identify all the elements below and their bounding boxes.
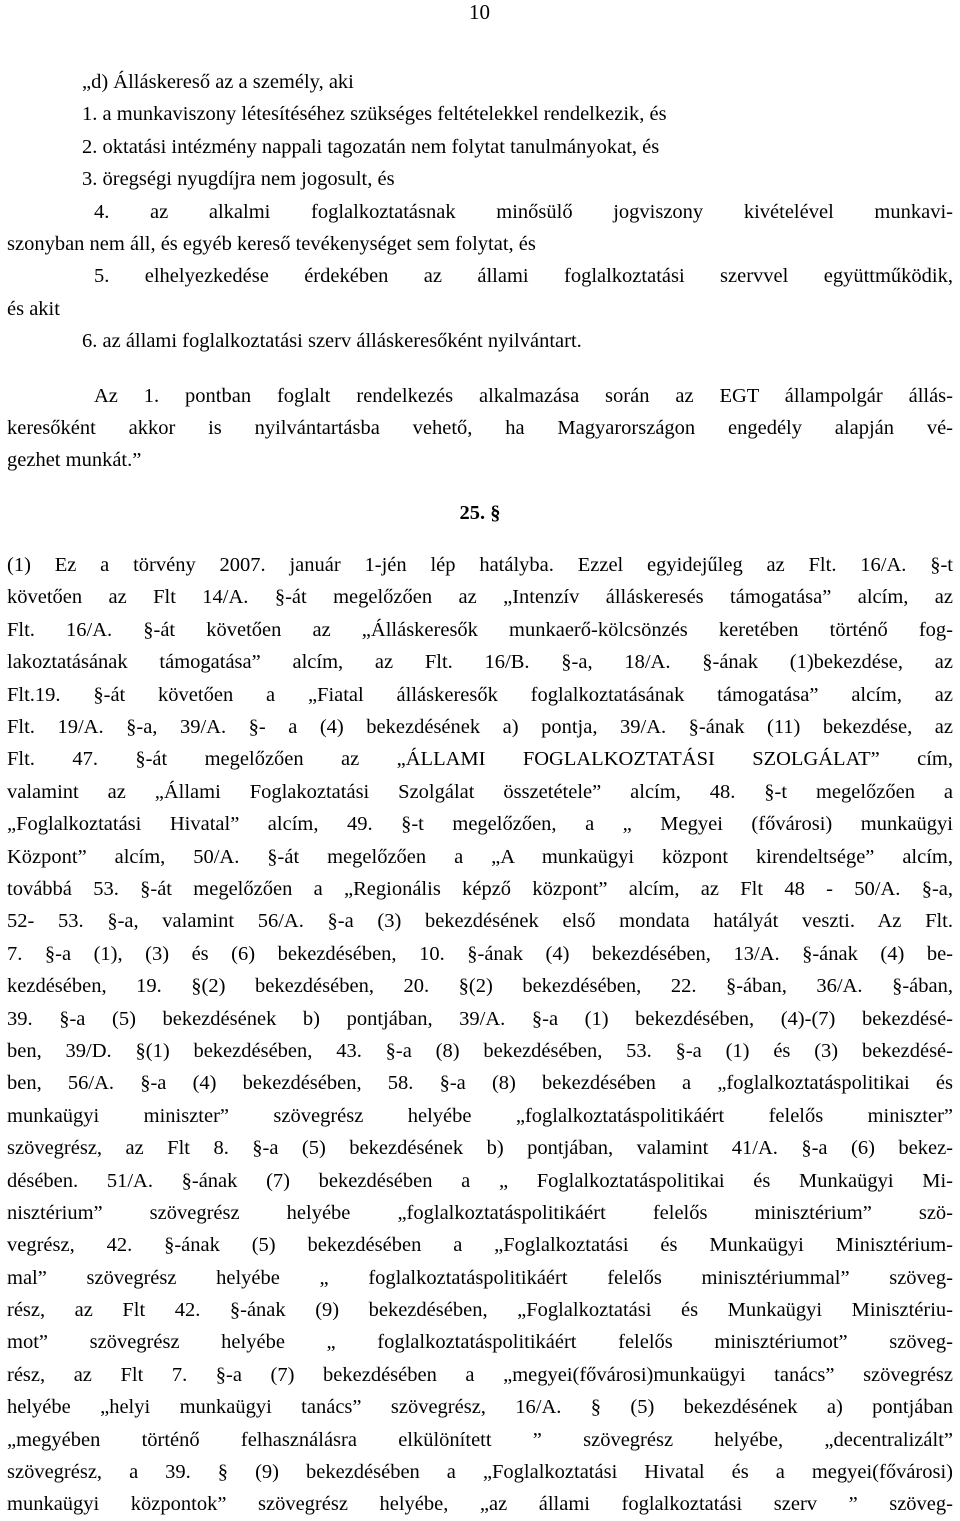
body-line: „Foglalkoztatási Hivatal” alcím, 49. §-t megelőzően, a „ Megyei (fővárosi) munkaügyi	[7, 813, 953, 836]
body-line: rész, az Flt 7. §-a (7) bekezdésében a „megyei(fővárosi)munkaügyi tanács” szövegrész	[7, 1363, 953, 1386]
body-line: valamint az „Állami Foglakoztatási Szolgálat összetétele” alcím, 48. §-t megelőzően a	[7, 780, 953, 803]
body-line: rész, az Flt 42. §-ának (9) bekezdésében, „Foglalkoztatási és Munkaügyi Minisztériu-	[7, 1299, 953, 1322]
definition-item-4-cont: szonyban nem áll, és egyéb kereső tevékenységet sem folytat, és	[7, 232, 536, 255]
body-line: szövegrész, a 39. § (9) bekezdésében a „Foglalkoztatási Hivatal és a megyei(fővárosi)	[7, 1461, 953, 1484]
body-line: munkaügyi központok” szövegrész helyébe, „az állami foglalkoztatási szerv ” szöveg-	[7, 1493, 953, 1516]
definition-item-3: 3. öregségi nyugdíjra nem jogosult, és	[82, 168, 395, 191]
paragraph-line: gezhet munkát.”	[7, 449, 142, 472]
body-line: Flt. 19/A. §-a, 39/A. §- a (4) bekezdésének a) pontja, 39/A. §-ának (11) bekezdése, az	[7, 716, 953, 739]
body-line: Flt.19. §-át követően a „Fiatal álláskeresők foglalkoztatásának támogatása” alcím, az	[7, 683, 953, 706]
body-line: ben, 39/D. §(1) bekezdésében, 43. §-a (8) bekezdésében, 53. §-a (1) és (3) bekezdésé-	[7, 1039, 953, 1062]
body-line: lakoztatásának támogatása” alcím, az Flt. 16/B. §-a, 18/A. §-ának (1)bekezdése, az	[7, 651, 953, 674]
body-line: kezdésében, 19. §(2) bekezdésében, 20. §(2) bekezdésében, 22. §-ában, 36/A. §-ában,	[7, 975, 953, 998]
body-line: 39. §-a (5) bekezdésének b) pontjában, 39/A. §-a (1) bekezdésében, (4)-(7) bekezdésé-	[7, 1007, 953, 1030]
paragraph-line: keresőként akkor is nyilvántartásba vehető, ha Magyarországon engedély alapján vé-	[7, 416, 953, 439]
page-number: 10	[469, 0, 490, 24]
body-line: Flt. 47. §-át megelőzően az „ÁLLAMI FOGLALKOZTATÁSI SZOLGÁLAT” cím,	[7, 748, 953, 771]
body-line: 52- 53. §-a, valamint 56/A. §-a (3) bekezdésének első mondata hatályát veszti. Az Flt.	[7, 910, 953, 933]
body-line: helyébe „helyi munkaügyi tanács” szövegrész, 16/A. § (5) bekezdésének a) pontjában	[7, 1396, 953, 1419]
document-body	[7, 66, 953, 1521]
body-line: mot” szövegrész helyébe „ foglalkoztatáspolitikáért felelős minisztériumot” szöveg-	[7, 1331, 953, 1354]
body-line: Központ” alcím, 50/A. §-át megelőzően a „A munkaügyi központ kirendeltsége” alcím,	[7, 845, 953, 868]
definition-heading: „d) Álláskereső az a személy, aki	[82, 71, 354, 93]
body-line: (1) Ez a törvény 2007. január 1-jén lép hatályba. Ezzel egyidejűleg az Flt. 16/A. §-t	[7, 554, 953, 577]
body-line: munkaügyi miniszter” szövegrész helyébe „foglalkoztatáspolitikáért felelős miniszter”	[7, 1104, 953, 1127]
body-line: 7. §-a (1), (3) és (6) bekezdésében, 10. §-ának (4) bekezdésében, 13/A. §-ának (4) be-	[7, 942, 953, 965]
definition-item-5-cont: és akit	[7, 297, 60, 320]
body-line: vegrész, 42. §-ának (5) bekezdésében a „Foglalkoztatási és Munkaügyi Minisztérium-	[7, 1234, 953, 1257]
body-line: mal” szövegrész helyébe „ foglalkoztatáspolitikáért felelős minisztériummal” szöveg-	[7, 1266, 953, 1289]
paragraph-line: Az 1. pontban foglalt rendelkezés alkalmazása során az EGT állampolgár állás-	[94, 384, 953, 407]
body-line: továbbá 53. §-át megelőzően a „Regionális képző központ” alcím, az Flt 48 - 50/A. §-a,	[7, 877, 953, 900]
body-line: követően az Flt 14/A. §-át megelőzően az „Intenzív álláskeresés támogatása” alcím, az	[7, 586, 953, 609]
body-line: désében. 51/A. §-ának (7) bekezdésében a „ Foglalkoztatáspolitikai és Munkaügyi Mi-	[7, 1169, 953, 1192]
section-title	[7, 497, 953, 529]
body-line: „megyében történő felhasználásra elkülönített ” szövegrész helyébe, „decentralizált”	[7, 1428, 953, 1451]
body-line: ben, 56/A. §-a (4) bekezdésében, 58. §-a (8) bekezdésében a „foglalkoztatáspolitikai és	[7, 1072, 953, 1095]
definition-item-2: 2. oktatási intézmény nappali tagozatán nem folytat tanulmányokat, és	[82, 135, 660, 158]
body-line: nisztérium” szövegrész helyébe „foglalkoztatáspolitikáért felelős minisztérium” szö-	[7, 1201, 953, 1224]
definition-item-4: 4. az alkalmi foglalkoztatásnak minősülő jogviszony kivételével munkavi-	[94, 200, 953, 223]
body-line: Flt. 16/A. §-át követően az „Álláskeresők munkaerő-kölcsönzés keretében történő fog-	[7, 618, 953, 641]
body-line: szövegrész, az Flt 8. §-a (5) bekezdésének b) pontjában, valamint 41/A. §-a (6) bekez-	[7, 1137, 953, 1160]
definition-item-6: 6. az állami foglalkoztatási szerv álláskeresőként nyilvántart.	[82, 330, 582, 353]
definition-item-5: 5. elhelyezkedése érdekében az állami foglalkoztatási szervvel együttműködik,	[94, 265, 953, 288]
section-title-text: 25. §	[459, 501, 501, 524]
definition-item-1: 1. a munkaviszony létesítéséhez szükséges feltételekkel rendelkezik, és	[82, 103, 667, 126]
